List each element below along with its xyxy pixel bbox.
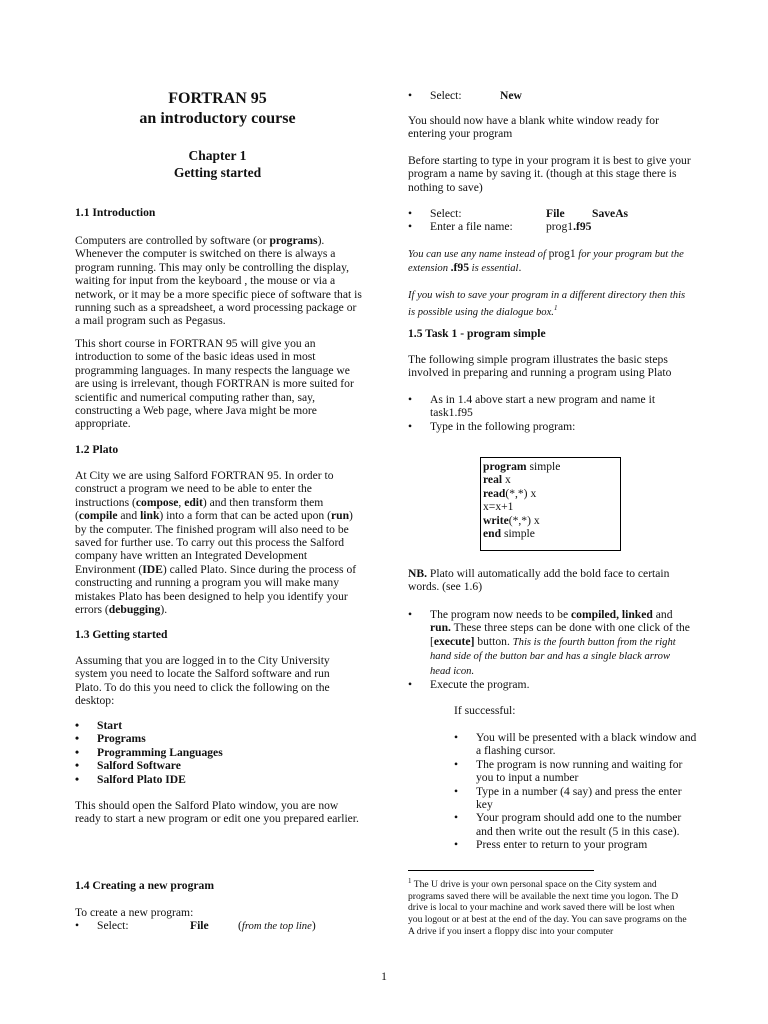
list-item: • Enter a file name: prog1.f95 [408,220,628,233]
code-line: real x [483,473,511,487]
doc-title-line1: FORTRAN 95 [168,90,267,107]
doc-title-line2: an introductory course [139,110,296,127]
task-steps-list [408,393,678,433]
code-line: program simple [483,460,561,473]
list-item: • The program is now running and waiting for you to input a number [454,758,698,785]
list-item: • The program now needs to be compiled, linked and run. These three steps can be done with one click of the [execute] button. This is the fourth button from the right hand side of the button bar and has a single black arrow head icon. [408,608,690,678]
section-1-5-heading: 1.5 Task 1 - program simple [408,327,546,340]
section-1-4-heading: 1.4 Creating a new program [75,879,215,892]
task-paragraph: The following simple program illustrates the basic steps involved in preparing and running a program using Plato [408,353,672,380]
save-steps-list [408,207,628,234]
filename-note: You can use any name instead of prog1 for your program but the extension .f95 is essential. [408,247,684,275]
chapter-title: Getting started [173,165,262,180]
code-line: read(*,*) x [483,486,537,500]
list-item: • Salford Software [75,759,223,772]
create-program-intro: To create a new program: [75,906,194,919]
section-1-3-heading: 1.3 Getting started [75,628,168,641]
desktop-steps-list [75,719,223,786]
results-list [454,731,698,852]
list-item: • Programs [75,732,223,745]
code-line: write(*,*) x [483,513,540,527]
list-item: • Execute the program. [408,678,690,691]
list-item: • Select: New [408,89,522,102]
create-steps-list [75,919,316,933]
getting-started-paragraph: Assuming that you are logged in to the City University system you need to locate the Salford software and run Plato. To do this you need to click the following on the desktop: [75,654,330,708]
plato-open-paragraph: This should open the Salford Plato window, you are now ready to start a new program or edit one you prepared earlier. [75,799,359,826]
footnote: $^1$ The U drive is your own personal space on the City system and programs saved there will be available the next time you logon. The D drive is local to your machine and work saved there will be lost when you logout or at best at the end of the day. You can save programs on the A drive if you insert a floppy disc into your computer [408,877,687,937]
list-item: • Press enter to return to your program [454,838,698,851]
code-line: x=x+1 [483,500,514,514]
list-item: • Start [75,719,223,732]
list-item: • Select: File (from the top line) [75,919,316,933]
doc-title [75,89,360,129]
page-number: 1 [381,970,387,983]
chapter-number: Chapter 1 [188,148,247,163]
list-item: • Select: File SaveAs [408,207,628,220]
if-successful-label: If successful: [454,704,516,717]
list-item: • As in 1.4 above start a new program and name it task1.f95 [408,393,678,420]
list-item: • Type in the following program: [408,420,678,433]
code-line: end simple [483,527,535,541]
footnote-divider [408,870,594,871]
nb-note: NB. Plato will automatically add the bold face to certain words. (see 1.6) [408,567,670,594]
code-listing [480,457,621,551]
blank-window-paragraph: You should now have a blank white window ready for entering your program [408,114,659,141]
intro-paragraph-1: Computers are controlled by software (or programs). Whenever the computer is switched on there is always a program running. This may only be controlling the display, waiting for input from the keyboard , the mouse or via a network, or it may be a more specific piece of software that is running such as a spreadsheet, a word processing package or a mail program such as Pegasus. [75,234,362,328]
directory-note: If you wish to save your program in a different directory then this is possible using the dialogue box.$^1$ [408,290,686,319]
list-item: • Programming Languages [75,746,223,759]
chapter-heading [75,147,360,181]
list-item: • Type in a number (4 say) and press the enter key [454,785,698,812]
section-1-1-heading: 1.1 Introduction [75,206,156,219]
plato-paragraph: At City we are using Salford FORTRAN 95. In order to construct a program we need to be able to enter the instructions (compose, edit) and then transform them (compile and link) into a form that can be acted upon (run) by the computer. The finished program will also need to be saved for further use. To carry out this process the Salford company have written an Integrated Development Environment (IDE) called Plato. Since during the process of constructing and running a program you will make many mistakes Plato has been designed to help you identify your errors (debugging). [75,469,357,617]
select-new-list [408,89,522,102]
list-item: • You will be presented with a black window and a flashing cursor. [454,731,698,758]
list-item: • Your program should add one to the number and then write out the result (5 in this case). [454,811,698,838]
execute-steps-list [408,608,690,691]
section-1-2-heading: 1.2 Plato [75,443,119,456]
list-item: • Salford Plato IDE [75,773,223,786]
save-first-paragraph: Before starting to type in your program it is best to give your program a name by saving it. (though at this stage there is nothing to save) [408,154,691,194]
intro-paragraph-2: This short course in FORTRAN 95 will give you an introduction to some of the basic ideas used in most programming languages. In many respects the language we are using is irrelevant, though FORTRAN is more suited for scientific and numerical computing rather than, say, constructing a Web page, where Java might be more appropriate. [75,337,354,431]
